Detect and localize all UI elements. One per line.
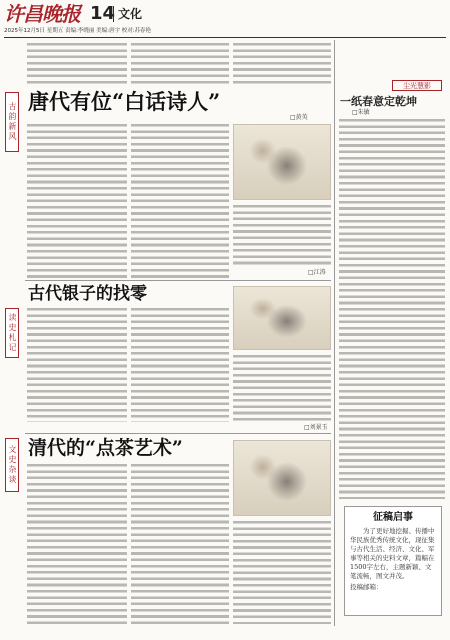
article-headline: 唐代有位“白话诗人” [28, 89, 221, 114]
body-text-column [339, 119, 445, 499]
article-byline: □黄英 [290, 114, 308, 121]
column-tag: 读史札记 [5, 308, 19, 358]
body-text-column [131, 308, 229, 422]
article-illustration [233, 440, 331, 516]
body-text-column [233, 205, 331, 265]
page-number: 14 [90, 3, 116, 24]
article-headline: 清代的“点茶艺术” [28, 437, 183, 459]
dateline: 2025年12月5日 星期五 责编:李晓丽 美编:唐宇 校对:苏春艳 [4, 28, 152, 34]
body-text-column [233, 355, 331, 421]
sidebar-column-tag: 尘光慧影 [392, 80, 442, 91]
body-text-column [233, 43, 331, 87]
article-illustration [233, 124, 331, 200]
article-headline: 古代银子的找零 [28, 284, 147, 304]
notice-email-label: 投稿邮箱： [350, 583, 383, 591]
article-byline: □江涛 [308, 269, 326, 276]
body-text-column [27, 308, 127, 422]
section-name: 文化 [113, 6, 142, 22]
article-separator [25, 280, 331, 281]
body-text-column [131, 464, 229, 624]
notice-title: 征稿启事 [373, 512, 413, 523]
masthead-logo: 许昌晚报 [4, 2, 80, 26]
article-illustration [233, 286, 331, 350]
article-byline: □刘景玉 [304, 424, 328, 431]
sidebar-headline: 一纸春意定乾坤 [340, 95, 417, 108]
column-tag: 文史杂谈 [5, 438, 19, 492]
sidebar-byline: □朱敏 [352, 109, 370, 116]
body-text-column [233, 521, 331, 624]
body-text-column [131, 43, 229, 87]
column-tag: 古韵新风 [5, 92, 19, 152]
body-text-column [27, 124, 127, 278]
notice-body: 为了更好地挖掘、传播中华民族优秀传统文化，现征集与古代生活、经济、文化、军事等相关的史料文章，篇幅在1500字左右，主题新颖、文笔流畅，图文并茂。 [350, 527, 435, 580]
article-separator [25, 433, 331, 434]
header-rule [4, 37, 446, 38]
body-text-column [27, 43, 127, 87]
column-divider [334, 40, 335, 626]
call-for-papers-box [344, 506, 442, 616]
body-text-column [27, 464, 127, 624]
body-text-column [131, 124, 229, 278]
